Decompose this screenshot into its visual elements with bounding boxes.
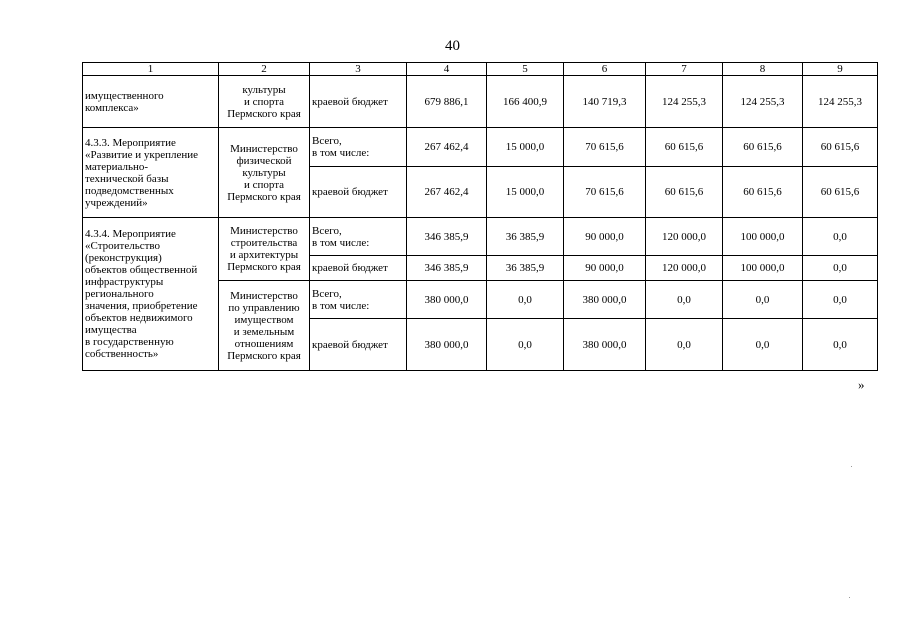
- value-cell: 70 615,6: [564, 128, 646, 167]
- funding-source-cell: Всего, в том числе:: [310, 128, 407, 167]
- value-cell: 166 400,9: [487, 76, 564, 128]
- value-cell: 0,0: [487, 281, 564, 319]
- value-cell: 15 000,0: [487, 167, 564, 218]
- value-cell: 60 615,6: [646, 167, 723, 218]
- column-header: 9: [803, 63, 878, 76]
- funding-source-cell: краевой бюджет: [310, 319, 407, 371]
- column-header: 3: [310, 63, 407, 76]
- funding-source-cell: Всего, в том числе:: [310, 281, 407, 319]
- table-row: [83, 128, 878, 167]
- funding-source-cell: краевой бюджет: [310, 167, 407, 218]
- value-cell: 60 615,6: [646, 128, 723, 167]
- value-cell: 380 000,0: [407, 319, 487, 371]
- value-cell: 124 255,3: [723, 76, 803, 128]
- value-cell: 100 000,0: [723, 256, 803, 281]
- value-cell: 380 000,0: [564, 319, 646, 371]
- value-cell: 100 000,0: [723, 218, 803, 256]
- value-cell: 60 615,6: [723, 167, 803, 218]
- value-cell: 380 000,0: [407, 281, 487, 319]
- activity-name-cell: имущественного комплекса»: [83, 76, 219, 128]
- funding-source-cell: краевой бюджет: [310, 76, 407, 128]
- value-cell: 380 000,0: [564, 281, 646, 319]
- value-cell: 267 462,4: [407, 128, 487, 167]
- value-cell: 0,0: [803, 319, 878, 371]
- executor-cell: Министерство физической культуры и спорта Пермского края: [219, 128, 310, 218]
- value-cell: 120 000,0: [646, 256, 723, 281]
- value-cell: 90 000,0: [564, 256, 646, 281]
- activity-name-cell: 4.3.4. Мероприятие «Строительство (реконструкция) объектов общественной инфраструктуры регионального значения, приобретение объектов недвижимого имущества в государственную собственность»: [83, 218, 219, 371]
- value-cell: 679 886,1: [407, 76, 487, 128]
- value-cell: 60 615,6: [803, 167, 878, 218]
- value-cell: 124 255,3: [646, 76, 723, 128]
- table-row: [83, 218, 878, 256]
- value-cell: 0,0: [803, 218, 878, 256]
- funding-source-cell: Всего, в том числе:: [310, 218, 407, 256]
- scan-speck: [849, 597, 850, 598]
- table-header-row: [83, 63, 878, 76]
- activity-name-cell: 4.3.3. Мероприятие «Развитие и укрепление материально- технической базы подведомственных учреждений»: [83, 128, 219, 218]
- column-header: 2: [219, 63, 310, 76]
- value-cell: 346 385,9: [407, 256, 487, 281]
- value-cell: 124 255,3: [803, 76, 878, 128]
- closing-quote: »: [858, 377, 865, 392]
- value-cell: 267 462,4: [407, 167, 487, 218]
- value-cell: 15 000,0: [487, 128, 564, 167]
- executor-cell: Министерство по управлению имуществом и земельным отношениям Пермского края: [219, 281, 310, 371]
- value-cell: 346 385,9: [407, 218, 487, 256]
- value-cell: 120 000,0: [646, 218, 723, 256]
- funding-source-cell: краевой бюджет: [310, 256, 407, 281]
- value-cell: 36 385,9: [487, 256, 564, 281]
- column-header: 4: [407, 63, 487, 76]
- table-row: [83, 76, 878, 128]
- value-cell: 0,0: [646, 319, 723, 371]
- value-cell: 0,0: [487, 319, 564, 371]
- scan-speck: [851, 466, 852, 467]
- value-cell: 0,0: [646, 281, 723, 319]
- column-header: 7: [646, 63, 723, 76]
- value-cell: 60 615,6: [723, 128, 803, 167]
- value-cell: 0,0: [723, 281, 803, 319]
- column-header: 6: [564, 63, 646, 76]
- executor-cell: культуры и спорта Пермского края: [219, 76, 310, 128]
- value-cell: 0,0: [803, 256, 878, 281]
- budget-table: [82, 62, 878, 371]
- value-cell: 70 615,6: [564, 167, 646, 218]
- page-number: 40: [445, 38, 460, 54]
- executor-cell: Министерство строительства и архитектуры Пермского края: [219, 218, 310, 281]
- value-cell: 140 719,3: [564, 76, 646, 128]
- value-cell: 60 615,6: [803, 128, 878, 167]
- value-cell: 90 000,0: [564, 218, 646, 256]
- value-cell: 0,0: [803, 281, 878, 319]
- column-header: 1: [83, 63, 219, 76]
- column-header: 8: [723, 63, 803, 76]
- value-cell: 36 385,9: [487, 218, 564, 256]
- value-cell: 0,0: [723, 319, 803, 371]
- column-header: 5: [487, 63, 564, 76]
